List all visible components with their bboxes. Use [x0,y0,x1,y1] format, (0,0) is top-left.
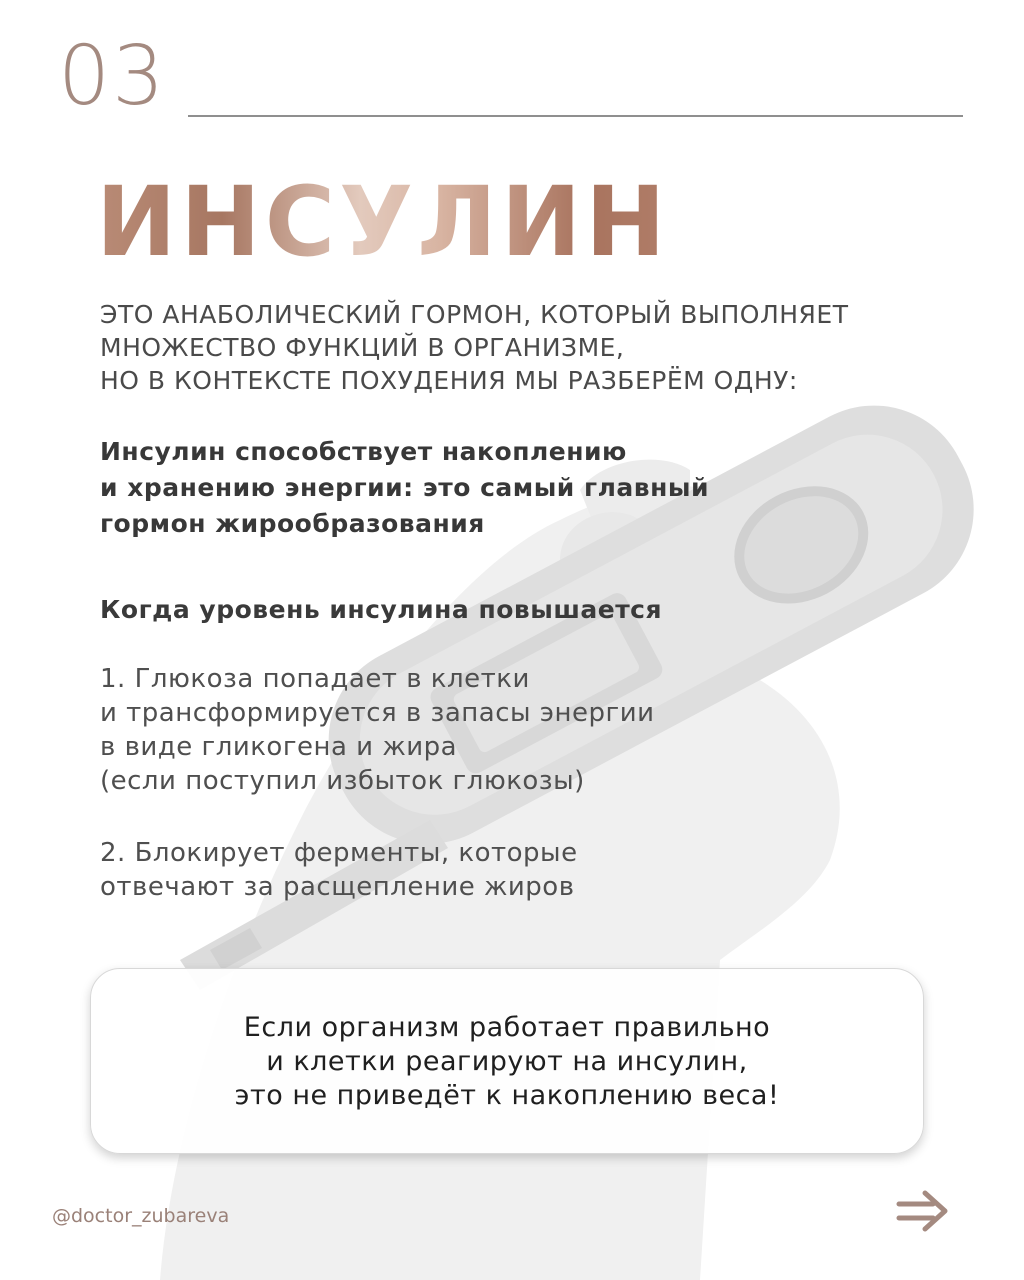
intro-line: МНОЖЕСТВО ФУНКЦИЙ В ОРГАНИЗМЕ, [100,333,625,362]
list-item-line: в виде гликогена и жира [100,732,458,762]
key-statement [100,434,709,542]
double-arrow-right-icon[interactable] [893,1188,953,1234]
list-item-line: 1. Глюкоза попадает в клетки [100,664,530,694]
callout-box [90,968,924,1154]
list-item [100,662,655,798]
header-divider [188,115,963,117]
list-item-line: 2. Блокирует ферменты, которые [100,838,578,868]
key-statement-line: Инсулин способствует накоплению [100,437,627,466]
list-item [100,836,578,904]
intro-line: НО В КОНТЕКСТЕ ПОХУДЕНИЯ МЫ РАЗБЕРЁМ ОДНУ: [100,366,798,395]
callout-text [91,1011,923,1113]
intro-paragraph [100,298,849,397]
intro-line: ЭТО АНАБОЛИЧЕСКИЙ ГОРМОН, КОТОРЫЙ ВЫПОЛНЯЕТ [100,300,849,329]
callout-line: это не приведёт к накоплению веса! [234,1080,780,1111]
section-subheading: Когда уровень инсулина повышается [100,595,663,624]
list-item-line: отвечают за расщепление жиров [100,872,575,902]
list-item-line: и трансформируется в запасы энергии [100,698,655,728]
key-statement-line: гормон жирообразования [100,509,485,538]
page-title: ИНСУЛИН [96,166,670,278]
callout-line: и клетки реагируют на инсулин, [266,1046,748,1077]
list-item-line: (если поступил избыток глюкозы) [100,766,585,796]
callout-line: Если организм работает правильно [243,1012,771,1043]
page-number: 03 [58,29,167,124]
key-statement-line: и хранению энергии: это самый главный [100,473,709,502]
author-handle: @doctor_zubareva [52,1205,230,1227]
